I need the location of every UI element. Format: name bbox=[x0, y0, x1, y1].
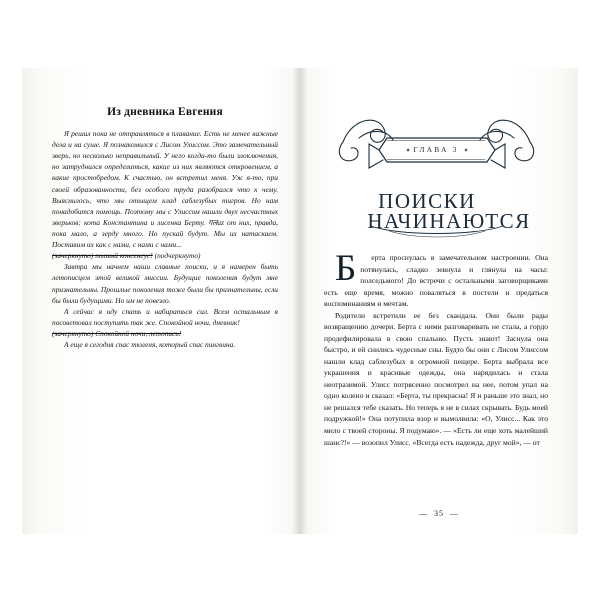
struck-text-1: (зачеркнуто) полный консенсус! bbox=[52, 251, 153, 261]
struck-line bbox=[52, 328, 278, 339]
paragraph: А еще я сегодня спас тюленя, который спас пингвина. bbox=[64, 340, 236, 350]
drop-cap: Б bbox=[335, 248, 357, 289]
chapter-title-line-1: ПОИСКИ bbox=[378, 189, 476, 213]
book-spread bbox=[22, 68, 578, 534]
paragraph-with-dropcap bbox=[324, 248, 548, 310]
paragraph: Родители встретили ее без скандала. Они были рады возвращению дочери. Берта с ними разговаривать не стала, а гордо продефилировала в свою спальню. Пусть знают! Заснула она быстро, и ей снились чудесные сны. Будто бы они с Лисом Улиссом нашли клад саблезубых в огромной пещере. Берта выбрала все украшения и красивые одежды, она нарядилась и стала неотразимой. Улисс потрясенно посмотрел на нее, потом упал на одно колено и сказал: «Берта, ты прекрасна! Я и раньше это знал, но не решался тебе сказать. Но теперь я не в силах скрывать. Будь моей подружкой!» Она потупила взор и вымолвила: «О, Улисс... Как это мило с твоей стороны. Я подумаю». — «Есть ли еще хоть малейший шанс?!» — возопил Улисс. «Всегда есть надежда, друг мой», — от bbox=[324, 310, 548, 447]
chapter-title bbox=[324, 190, 548, 232]
page-title: Из дневника Евгения bbox=[107, 106, 223, 118]
struck-text-2: (зачеркнуто) Спокойной ночи, летопись! bbox=[52, 328, 182, 338]
chapter-number-label: ГЛАВА 3 bbox=[413, 145, 459, 154]
paragraph: А сейчас я иду спать и набираться сил. Всем остальным я посоветовал поступить так же. Спокойной ночи, дневник! bbox=[52, 306, 278, 327]
page-number bbox=[300, 509, 578, 518]
struck-line bbox=[52, 250, 278, 261]
book-page-left bbox=[22, 68, 300, 534]
paragraph: Завтра мы начнем наши славные поиски, и я намерен быть летописцем этой великой миссии. Будущие поколения будут мне признательны. Прошлые поколения тоже были бы признательны, если бы были будущими. Но им не повезло. bbox=[52, 262, 278, 305]
page-number-value: 35 bbox=[434, 509, 444, 518]
diary-entry-text bbox=[52, 128, 278, 350]
book-page-right bbox=[300, 68, 578, 534]
chapter-header-ornament bbox=[324, 98, 548, 248]
struck-note-1: (подчеркнуто) bbox=[154, 251, 201, 261]
chapter-body-text bbox=[324, 248, 548, 448]
paragraph-text: ерта проснулась в замечательном настроении. Она потянулась, сладко зевнула и глянула на часы: полседьмого! До встречи с остальными заговорщиками есть еще время, можно поваляться в постели и предаться воспоминаниям и мечтам. bbox=[324, 253, 548, 309]
page-number-dash-left: — bbox=[419, 509, 428, 518]
chapter-title-line-2: НАЧИНАЮТСЯ bbox=[367, 209, 531, 234]
paragraph: Я решил пока не отправляться в плавание. Есть не менее важные дела и на суше. Я познакомился с Лисом Улиссом. Это замечательный зверь, но несколько неправильный. У него когда-то были злоключения, но затруднился определиться, какие из них являются откровением, а какие простобредом. К счастью, он встретил меня. Уж я-то, при своей образованности, без особого труда разобрался что к чему. Выяснилось, что мы отыщем клад саблезубых тигров. Но нам понадобится помощь. Поэтому мы с Улиссом нашли двух несчастных зверьков: кота Константина и лисенка Берту. गलаz от них, правда, пока мало, а зерду много. Но пускай будут. Мы их натаскаем. Поставим их как с нами, с нами с нами... bbox=[52, 129, 278, 250]
page-number-dash-right: — bbox=[450, 509, 459, 518]
